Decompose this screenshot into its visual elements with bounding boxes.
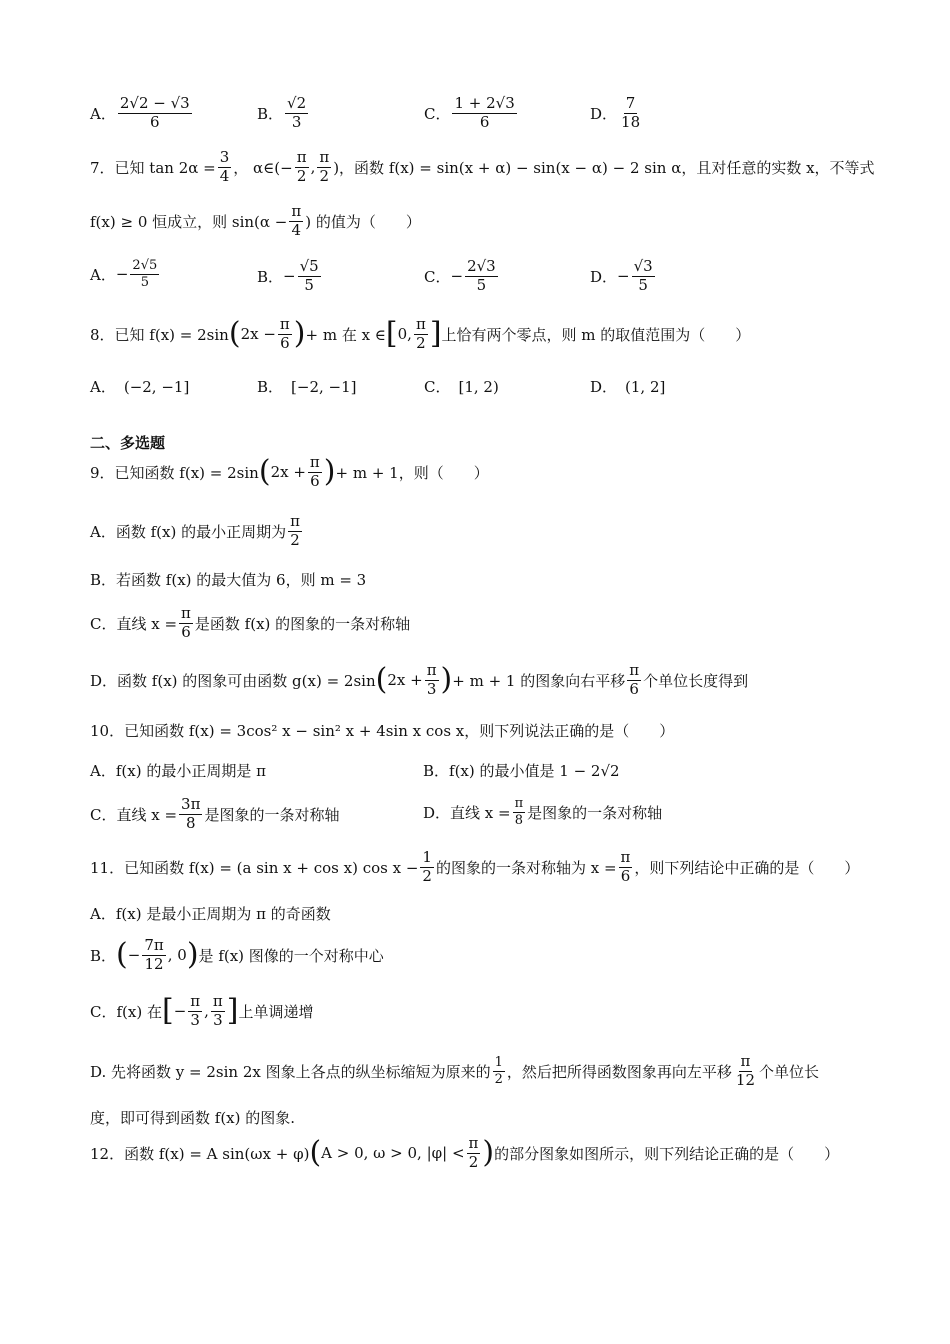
option-label: B． [257, 267, 284, 286]
fraction: $\frac{\pi}{8}$ [514, 796, 524, 828]
q9-stem: 9．已知函数 f(x) = 2sin ( 2x + $\frac{\pi}{6}$ ) + m + 1，则（ ） [90, 453, 489, 490]
fraction: $\frac{\pi}{2}$ [296, 148, 307, 185]
option-label: A． [90, 265, 116, 284]
option-label: B． [257, 378, 284, 396]
fraction: $\frac{√5}{5}$ [299, 257, 319, 294]
fraction: $\frac{\pi}{2}$ [468, 1134, 479, 1171]
fraction: $\frac{3}{4}$ [219, 148, 230, 185]
q11-option-c: C．f(x) 在 [ − $\frac{\pi}{3}$ , $\frac{\pi}{3}$ ] 上单调递增 [90, 992, 314, 1029]
q10-stem: 10．已知函数 f(x) = 3cos² x − sin² x + 4sin x cos x，则下列说法正确的是（ ） [90, 722, 675, 740]
fraction: $\frac{\pi}{6}$ [620, 848, 631, 885]
q7-option-a: A． − $\frac{2√5}{5}$ [90, 258, 158, 290]
section-heading: 二、多选题 [90, 434, 166, 452]
fraction: $\frac{1 + 2√3}{6}$ [454, 94, 515, 131]
option-label: B． [257, 104, 284, 123]
right-paren: ) [293, 316, 306, 352]
fraction: $\frac{2√5}{5}$ [132, 258, 158, 290]
q8-option-b: B． [−2, −1] [257, 377, 357, 396]
option-label: C． [424, 104, 451, 123]
q6-option-a [90, 96, 194, 131]
q12-stem: 12．函数 f(x) = A sin(ωx + φ) ( A > 0, ω > 0, |φ| < $\frac{\pi}{2}$ ) 的部分图象如图所示，则下列结论正确的是（ ） [90, 1134, 840, 1171]
option-label: D． [590, 378, 618, 396]
fraction: $\frac{\pi}{3}$ [212, 992, 223, 1029]
fraction: $\frac{1}{2}$ [494, 1055, 503, 1087]
fraction: $\frac{\pi}{6}$ [279, 315, 290, 352]
q7-option-c: C． − $\frac{2√3}{5}$ [424, 257, 496, 294]
q10-option-b: B．f(x) 的最小值是 1 − 2√2 [423, 762, 620, 780]
fraction: $\frac{\pi}{4}$ [291, 202, 302, 239]
fraction: $\frac{\pi}{3}$ [190, 992, 201, 1029]
right-paren: ) [186, 937, 199, 973]
fraction: $\frac{\pi}{2}$ [290, 512, 300, 549]
fraction: $\frac{\pi}{12}$ [735, 1052, 756, 1089]
left-bracket: [ [385, 316, 398, 352]
q10-option-c: C．直线 x = $\frac{3\pi}{8}$ 是图象的一条对称轴 [90, 795, 340, 832]
left-paren: ( [228, 316, 241, 352]
q10-option-a: A．f(x) 的最小正周期是 π [90, 762, 266, 780]
q11-option-d-line2: 度，即可得到函数 f(x) 的图象. [90, 1109, 296, 1127]
fraction: $\frac{3\pi}{8}$ [181, 795, 201, 832]
q6-option-c [424, 96, 519, 131]
fraction: $\frac{7\pi}{12}$ [144, 936, 164, 973]
q8-option-a: A． (−2, −1] [90, 377, 190, 396]
left-paren: ( [258, 454, 271, 490]
right-paren: ) [323, 454, 336, 490]
q10-option-d: D．直线 x = $\frac{\pi}{8}$ 是图象的一条对称轴 [423, 796, 663, 828]
q7-option-b: B． − $\frac{√5}{5}$ [257, 257, 319, 294]
q11-option-b: B． ( − $\frac{7\pi}{12}$ , 0 ) 是 f(x) 图像的一个对称中心 [90, 936, 384, 973]
fraction: $\frac{1}{2}$ [422, 848, 432, 885]
option-label: C． [424, 267, 451, 286]
q6-option-d [590, 96, 644, 131]
q8-option-c: C． [1, 2) [424, 377, 499, 396]
fraction: $\frac{\pi}{6}$ [309, 453, 320, 490]
q11-stem: 11．已知函数 f(x) = (a sin x + cos x) cos x − $\frac{1}{2}$ 的图象的一条对称轴为 x = $\frac{\pi}{6}$ ，则下列结论中正确的是（ ） [90, 848, 860, 885]
fraction: $\frac{\pi}{6}$ [629, 661, 640, 698]
right-bracket: ] [226, 993, 239, 1029]
left-bracket: [ [161, 993, 174, 1029]
right-paren: ) [482, 1135, 495, 1171]
q6-option-b [257, 96, 310, 131]
option-label: A． [90, 378, 116, 396]
left-paren: ( [309, 1135, 322, 1171]
fraction: $\frac{\pi}{2}$ [319, 148, 330, 185]
left-paren: ( [375, 662, 388, 698]
option-label: D． [590, 267, 618, 286]
left-paren: ( [116, 937, 128, 973]
fraction: $\frac{2√2 - √3}{6}$ [119, 94, 190, 131]
q9-option-d: D．函数 f(x) 的图象可由函数 g(x) = 2sin ( 2x + $\frac{\pi}{3}$ ) + m + 1 的图象向右平移 $\frac{\pi}{6}$ 个单位长度得到 [90, 661, 749, 698]
q11-option-d: D. 先将函数 y = 2sin 2x 图象上各点的纵坐标缩短为原来的 $\frac{1}{2}$ ，然后把所得函数图象再向左平移 $\frac{\pi}{12}$ 个单位长 [90, 1052, 820, 1089]
fraction: $\frac{√2}{3}$ [287, 94, 307, 131]
q8-stem: 8．已知 f(x) = 2sin ( 2x − $\frac{\pi}{6}$ ) + m 在 x ∈ [ 0, $\frac{\pi}{2}$ ] 上恰有两个零点，则 m 的取值范围为（ ） [90, 315, 751, 352]
right-paren: ) [440, 662, 453, 698]
q8-option-d: D． (1, 2] [590, 377, 666, 396]
fraction: $\frac{\pi}{3}$ [426, 661, 437, 698]
fraction: $\frac{\pi}{6}$ [181, 604, 191, 641]
fraction: $\frac{\pi}{2}$ [415, 315, 426, 352]
option-label: C． [424, 378, 451, 396]
fraction: $\frac{2√3}{5}$ [467, 257, 496, 294]
right-bracket: ] [429, 316, 442, 352]
q11-option-a: A．f(x) 是最小正周期为 π 的奇函数 [90, 905, 331, 923]
q9-option-b: B．若函数 f(x) 的最大值为 6，则 m = 3 [90, 571, 367, 589]
fraction: $\frac{7}{18}$ [621, 94, 641, 131]
q7-option-d: D． − $\frac{√3}{5}$ [590, 257, 653, 294]
q9-option-c: C．直线 x = $\frac{\pi}{6}$ 是函数 f(x) 的图象的一条对称轴 [90, 604, 411, 641]
q7-stem-line2: f(x) ≥ 0 恒成立，则 sin(α − $\frac{\pi}{4}$ ) 的值为（ ） [90, 202, 421, 239]
q9-option-a: A．函数 f(x) 的最小正周期为 $\frac{\pi}{2}$ [90, 512, 300, 549]
q7-stem: 7．已知 tan 2α = $\frac{3}{4}$ ， α∈(− $\frac{\pi}{2}$ , $\frac{\pi}{2}$ )，函数 f(x) = sin(x + α) − sin(x − α) − 2 sin α，且对任意的实数 x，不等式 [90, 148, 875, 185]
option-label: A． [90, 104, 116, 123]
fraction: $\frac{√3}{5}$ [633, 257, 653, 294]
option-label: D． [590, 104, 618, 123]
